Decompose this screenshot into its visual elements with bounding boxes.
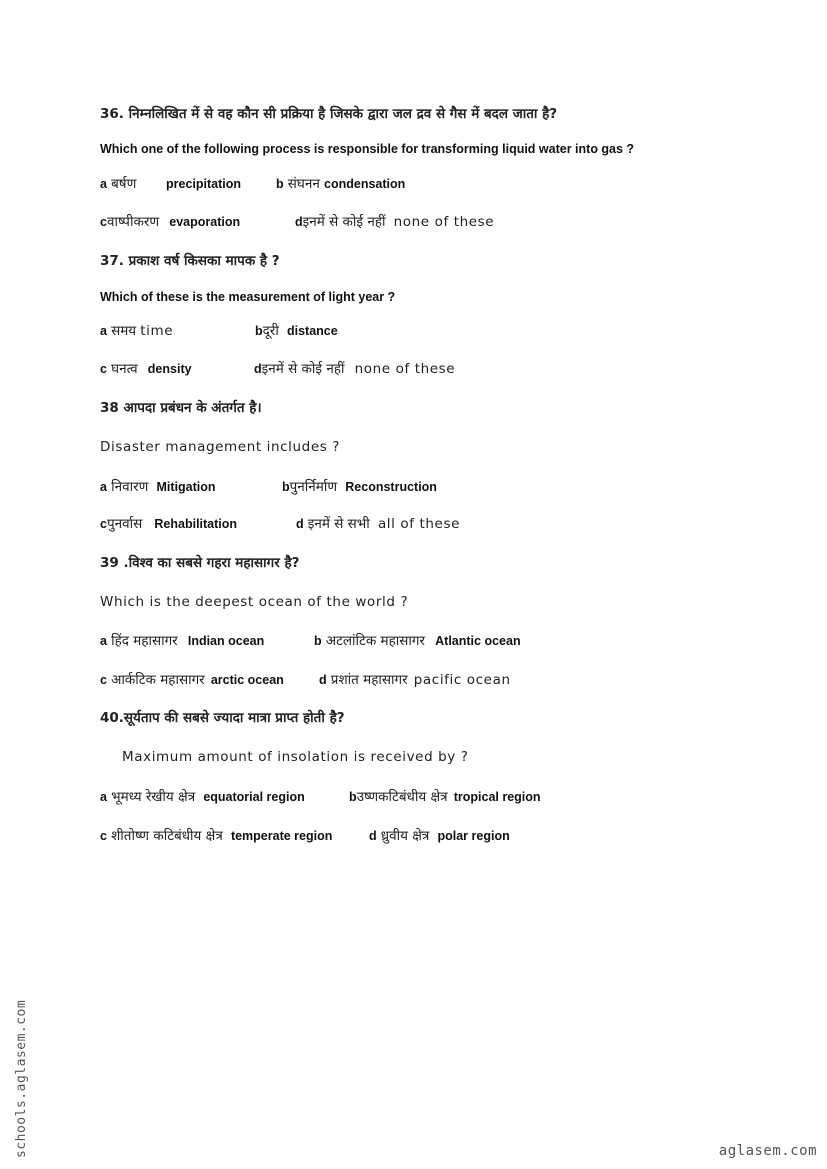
question-39-options-cd <box>100 672 720 690</box>
question-37-options-ab <box>100 323 700 341</box>
bottom-watermark: aglasem.com <box>718 1143 817 1159</box>
option-a: a बर्षण <box>100 176 137 192</box>
question-38-hindi: 38 आपदा प्रबंधन के अंतर्गत है। <box>100 400 262 416</box>
option-c: cपुनर्वास Rehabilitation <box>100 516 238 532</box>
question-38-options-ab <box>100 479 700 497</box>
question-37-hindi: 37. प्रकाश वर्ष किसका मापक है ? <box>100 253 280 269</box>
option-a: a निवारण Mitigation <box>100 479 216 495</box>
question-38-options-cd <box>100 516 700 534</box>
option-b: b संघनन condensation <box>276 176 406 192</box>
option-d: d प्रशांत महासागर pacific ocean <box>319 672 511 688</box>
option-b: b अटलांटिक महासागर Atlantic ocean <box>314 633 521 649</box>
option-b: bउष्णकटिबंधीय क्षेत्र tropical region <box>349 789 541 805</box>
question-39-english: Which is the deepest ocean of the world ? <box>100 594 409 610</box>
question-40-options-cd <box>100 828 720 846</box>
option-d: d इनमें से सभी all of these <box>296 516 461 532</box>
option-c: c शीतोष्ण कटिबंधीय क्षेत्र temperate region <box>100 828 333 844</box>
option-a: a समय time <box>100 323 174 339</box>
question-37-english: Which of these is the measurement of light year ? <box>100 290 396 304</box>
question-36-hindi: 36. निम्नलिखित में से वह कौन सी प्रक्रिया है जिसके द्वारा जल द्रव से गैस में बदल जाता है? <box>100 106 558 122</box>
option-c: cवाष्पीकरण evaporation <box>100 214 241 230</box>
option-d: d ध्रुवीय क्षेत्र polar region <box>369 828 510 844</box>
question-37-options-cd <box>100 361 700 379</box>
option-c: c आर्कटिक महासागर arctic ocean <box>100 672 284 688</box>
option-d: dइनमें से कोई नहीं none of these <box>295 214 495 230</box>
option-a: a हिंद महासागर Indian ocean <box>100 633 265 649</box>
side-watermark: schools.aglasem.com <box>14 999 29 1158</box>
question-40-hindi: 40.सूर्यताप की सबसे ज्यादा मात्रा प्राप्त होती है? <box>100 710 345 726</box>
option-d: dइनमें से कोई नहीं none of these <box>254 361 456 377</box>
question-39-options-ab <box>100 633 720 651</box>
question-38-english: Disaster management includes ? <box>100 439 341 455</box>
question-36-options-cd <box>100 214 700 232</box>
question-36-english: Which one of the following process is responsible for transforming liquid water into gas ? <box>100 142 635 156</box>
question-39-hindi: 39 .विश्व का सबसे गहरा महासागर है? <box>100 555 300 571</box>
option-a: a भूमध्य रेखीय क्षेत्र equatorial region <box>100 789 305 805</box>
option-a-english: precipitation <box>166 177 242 191</box>
question-40-english: Maximum amount of insolation is received by ? <box>122 749 469 765</box>
option-b: bपुनर्निर्माण Reconstruction <box>282 479 437 495</box>
option-c: c घनत्व density <box>100 361 192 377</box>
option-b: bदूरी distance <box>255 323 338 339</box>
question-36-options-ab <box>100 176 700 194</box>
question-40-options-ab <box>100 789 720 807</box>
